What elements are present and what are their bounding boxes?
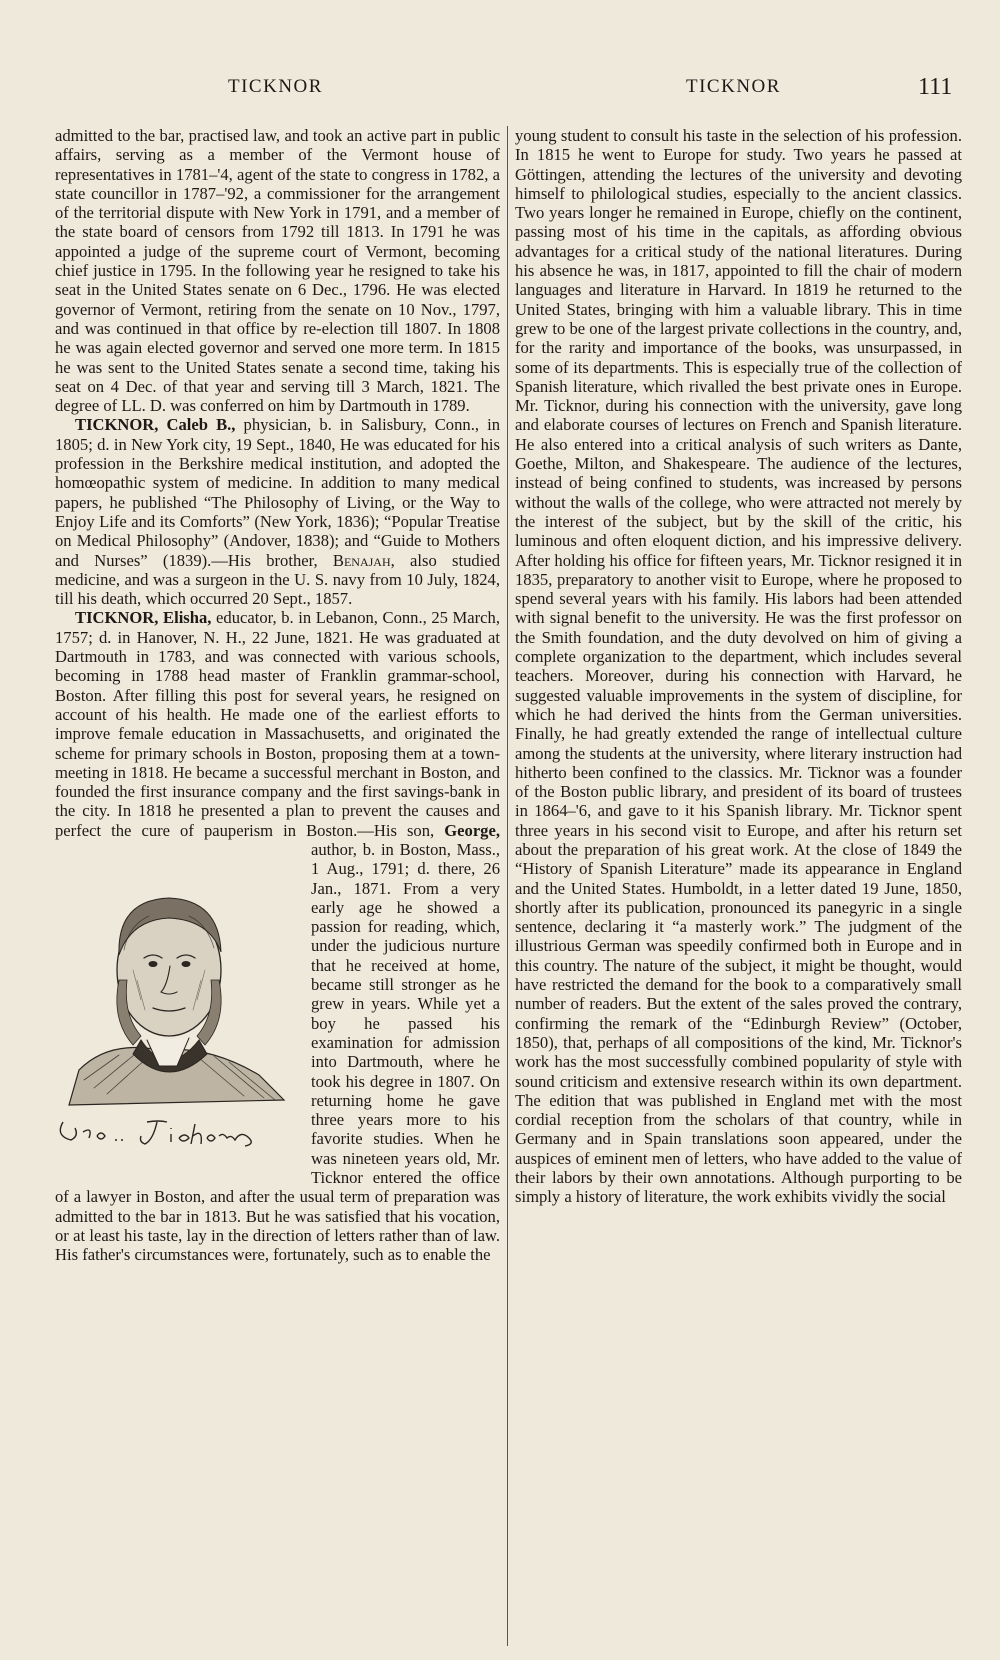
portrait-illustration [49, 840, 297, 1166]
running-head-left: TICKNOR [228, 76, 323, 97]
paragraph-george-continued: young student to consult his taste in the selection of his profession. In 1815 he went to Europe for study. Two years he passed at Göttingen, attending the lectures of the university and devoting himself to philological studies, especially to the ancient classics. Two years longer he remained in Europe, chiefly on the continent, passing most of his time in the capitals, as affording obvious advantages for a critical study of the national literatures. During his absence he was, in 1817, appointed to fill the chair of modern languages and literature in Harvard. In 1819 he returned to the United States, bringing with him a valuable library. This in time grew to be one of the largest private collections in the country, and, for the rarity and importance of the books, was unsurpassed, in some of its departments. This is especially true of the collection of Spanish literature, which rivalled the best private ones in Europe. Mr. Ticknor, during his connection with the university, gave long and elaborate courses of lectures on French and Spanish literature. He also entered into a critical analysis of such writers as Dante, Goethe, Milton, and Shakespeare. The audience of the lectures, instead of being confined to students, was increased by persons without the walls of the college, who were attracted not merely by the interest of the subject, but by the skill of the critic, his luminous and often eloquent diction, and his impressive delivery. After holding his office for fifteen years, Mr. Ticknor resigned it in 1835, preparatory to another visit to Europe, where he proposed to spend several years with his family. His labors had been attended with signal benefit to the university. He was the first professor on the Smith foundation, and the duty devolved on him of giving a complete organization to the department, which includes several teachers. Moreover, during his connection with Harvard, he suggested valuable improvements in the system of discipline, for which he had derived the hints from the German universities. Finally, he had greatly extended the range of intellectual culture among the students at the university, where literary instruction had hitherto been confined to the classics. Mr. Ticknor was a founder of the Boston public library, and president of its board of trustees in 1864–'6, and gave to it his Spanish library. Mr. Ticknor spent three years in his second visit to Europe, and after his return set about the preparation of his great work. At the close of 1849 the “History of Spanish Literature” made its appearance in England and the United States. Humboldt, in a letter dated 19 June, 1850, shortly after its publication, pronounced its panegyric in a single sentence, declaring it “a masterly work.” The judgment of the illustrious German was speedily confirmed both in Europe and in this country. The nature of the subject, it might be thought, would have restricted the demand for the book to a comparatively small number of readers. But the extent of the sales proved the contrary, confirming the remark of the “Edinburgh Review” (October, 1850), that, perhaps of all compositions of the kind, Mr. Ticknor's work has the most successfully combined popularity of style with sound criticism and extensive research within its own department. The edition that was published in England met with the most cordial reception from the scholars of that country, while in Germany and in Spain translations soon appeared, under the auspices of eminent men of letters, who have added to the value of their labors by their own annotations. Although purporting to be simply a history of literature, the work exhibits vividly the social [515, 126, 962, 1207]
paragraph-chittenden-continued: admitted to the bar, practised law, and took an active part in public affairs, serving as a member of the Vermont house of representatives in 1781–'4, agent of the state to congress in 1782, a state councillor in 1787–'92, a commissioner for the arrangement of the territorial dispute with New York in 1791, and a member of the state board of censors from 1792 till 1813. In 1791 he was appointed a judge of the supreme court of Vermont, becoming chief justice in 1795. In the following year he resigned to take his seat in the United States senate on 6 Dec., 1796. He was elected governor of Vermont, retiring from the senate on 10 Nov., 1797, and was continued in that office by re-election till 1807. In 1808 he was again elected governor and served one more term. In 1815 he was sent to the United States senate a second time, taking his seat on 4 Dec. of that year and serving till 3 March, 1821. The degree of LL. D. was conferred on him by Dartmouth in 1789. [55, 126, 500, 416]
entry-text-george: author, b. in Boston, Mass., 1 Aug., 1791; d. there, 26 Jan., 1871. From a very early age he showed a passion for reading, which, under the judicious nurture that he received at home, became still stronger as he grew in years. While yet a boy he passed his examination for admission into Dartmouth, where he took his degree in 1807. On returning home he gave three years more to his favorite studies. When he was nineteen years old, Mr. Ticknor entered the office of a lawyer in Boston, and after the usual term of preparation was admitted to the bar in 1813. But he was satisfied that his vocation, or at least his taste, lay in the direction of letters rather than of law. His father's circumstances were, fortunately, such as to enable the [55, 839, 500, 1265]
entry-text-elisha: educator, b. in Lebanon, Conn., 25 March, 1757; d. in Hanover, N. H., 22 June, 1821. He was graduated at Dartmouth in 1783, and was connected with various schools, becoming in 1788 head master of Franklin grammar-school, Boston. After filling this post for several years, he resigned on account of his health. He made one of the earliest efforts to improve female education in Massachusetts, and originated the scheme for primary schools in Boston, proposing them at a town-meeting in 1818. He became a successful merchant in Boston, and founded the first insurance company and the first savings-bank in the city. In 1818 he presented a plan to prevent the causes and perfect the cure of pauperism in Boston.—His son, [55, 608, 500, 840]
entry-text-caleb: physician, b. in Salisbury, Conn., in 1805; d. in New York city, 19 Sept., 1840, He was educated for his profession in the Berkshire medical institution, and adopted the homœopathic system of medicine. In addition to many medical papers, he published “The Philosophy of Living, or the Way to Enjoy Life and its Comforts” (New York, 1836); “Popular Treatise on Medical Philosophy” (Andover, 1838); and “Guide to Mothers and Nurses” (1839).—His brother, [55, 415, 500, 570]
page-number: 111 [918, 74, 953, 100]
entry-heading-elisha: TICKNOR, Elisha, [75, 608, 212, 628]
entry-heading-caleb: TICKNOR, Caleb B., [75, 415, 236, 435]
right-column [515, 126, 962, 1642]
cross-name-benajah: Benajah, [332, 550, 395, 570]
portrait-engraving [49, 840, 297, 1166]
column-divider [507, 126, 508, 1646]
entry-heading-george: George, [444, 820, 500, 840]
entry-text-caleb-2: also studied medicine, and was a surgeon in the U. S. navy from 10 July, 1824, till his death, which occurred 20 Sept., 1857. [55, 550, 500, 609]
running-head-right: TICKNOR [686, 76, 781, 97]
entry-caleb-ticknor [55, 415, 500, 608]
signature-image [60, 1121, 251, 1146]
